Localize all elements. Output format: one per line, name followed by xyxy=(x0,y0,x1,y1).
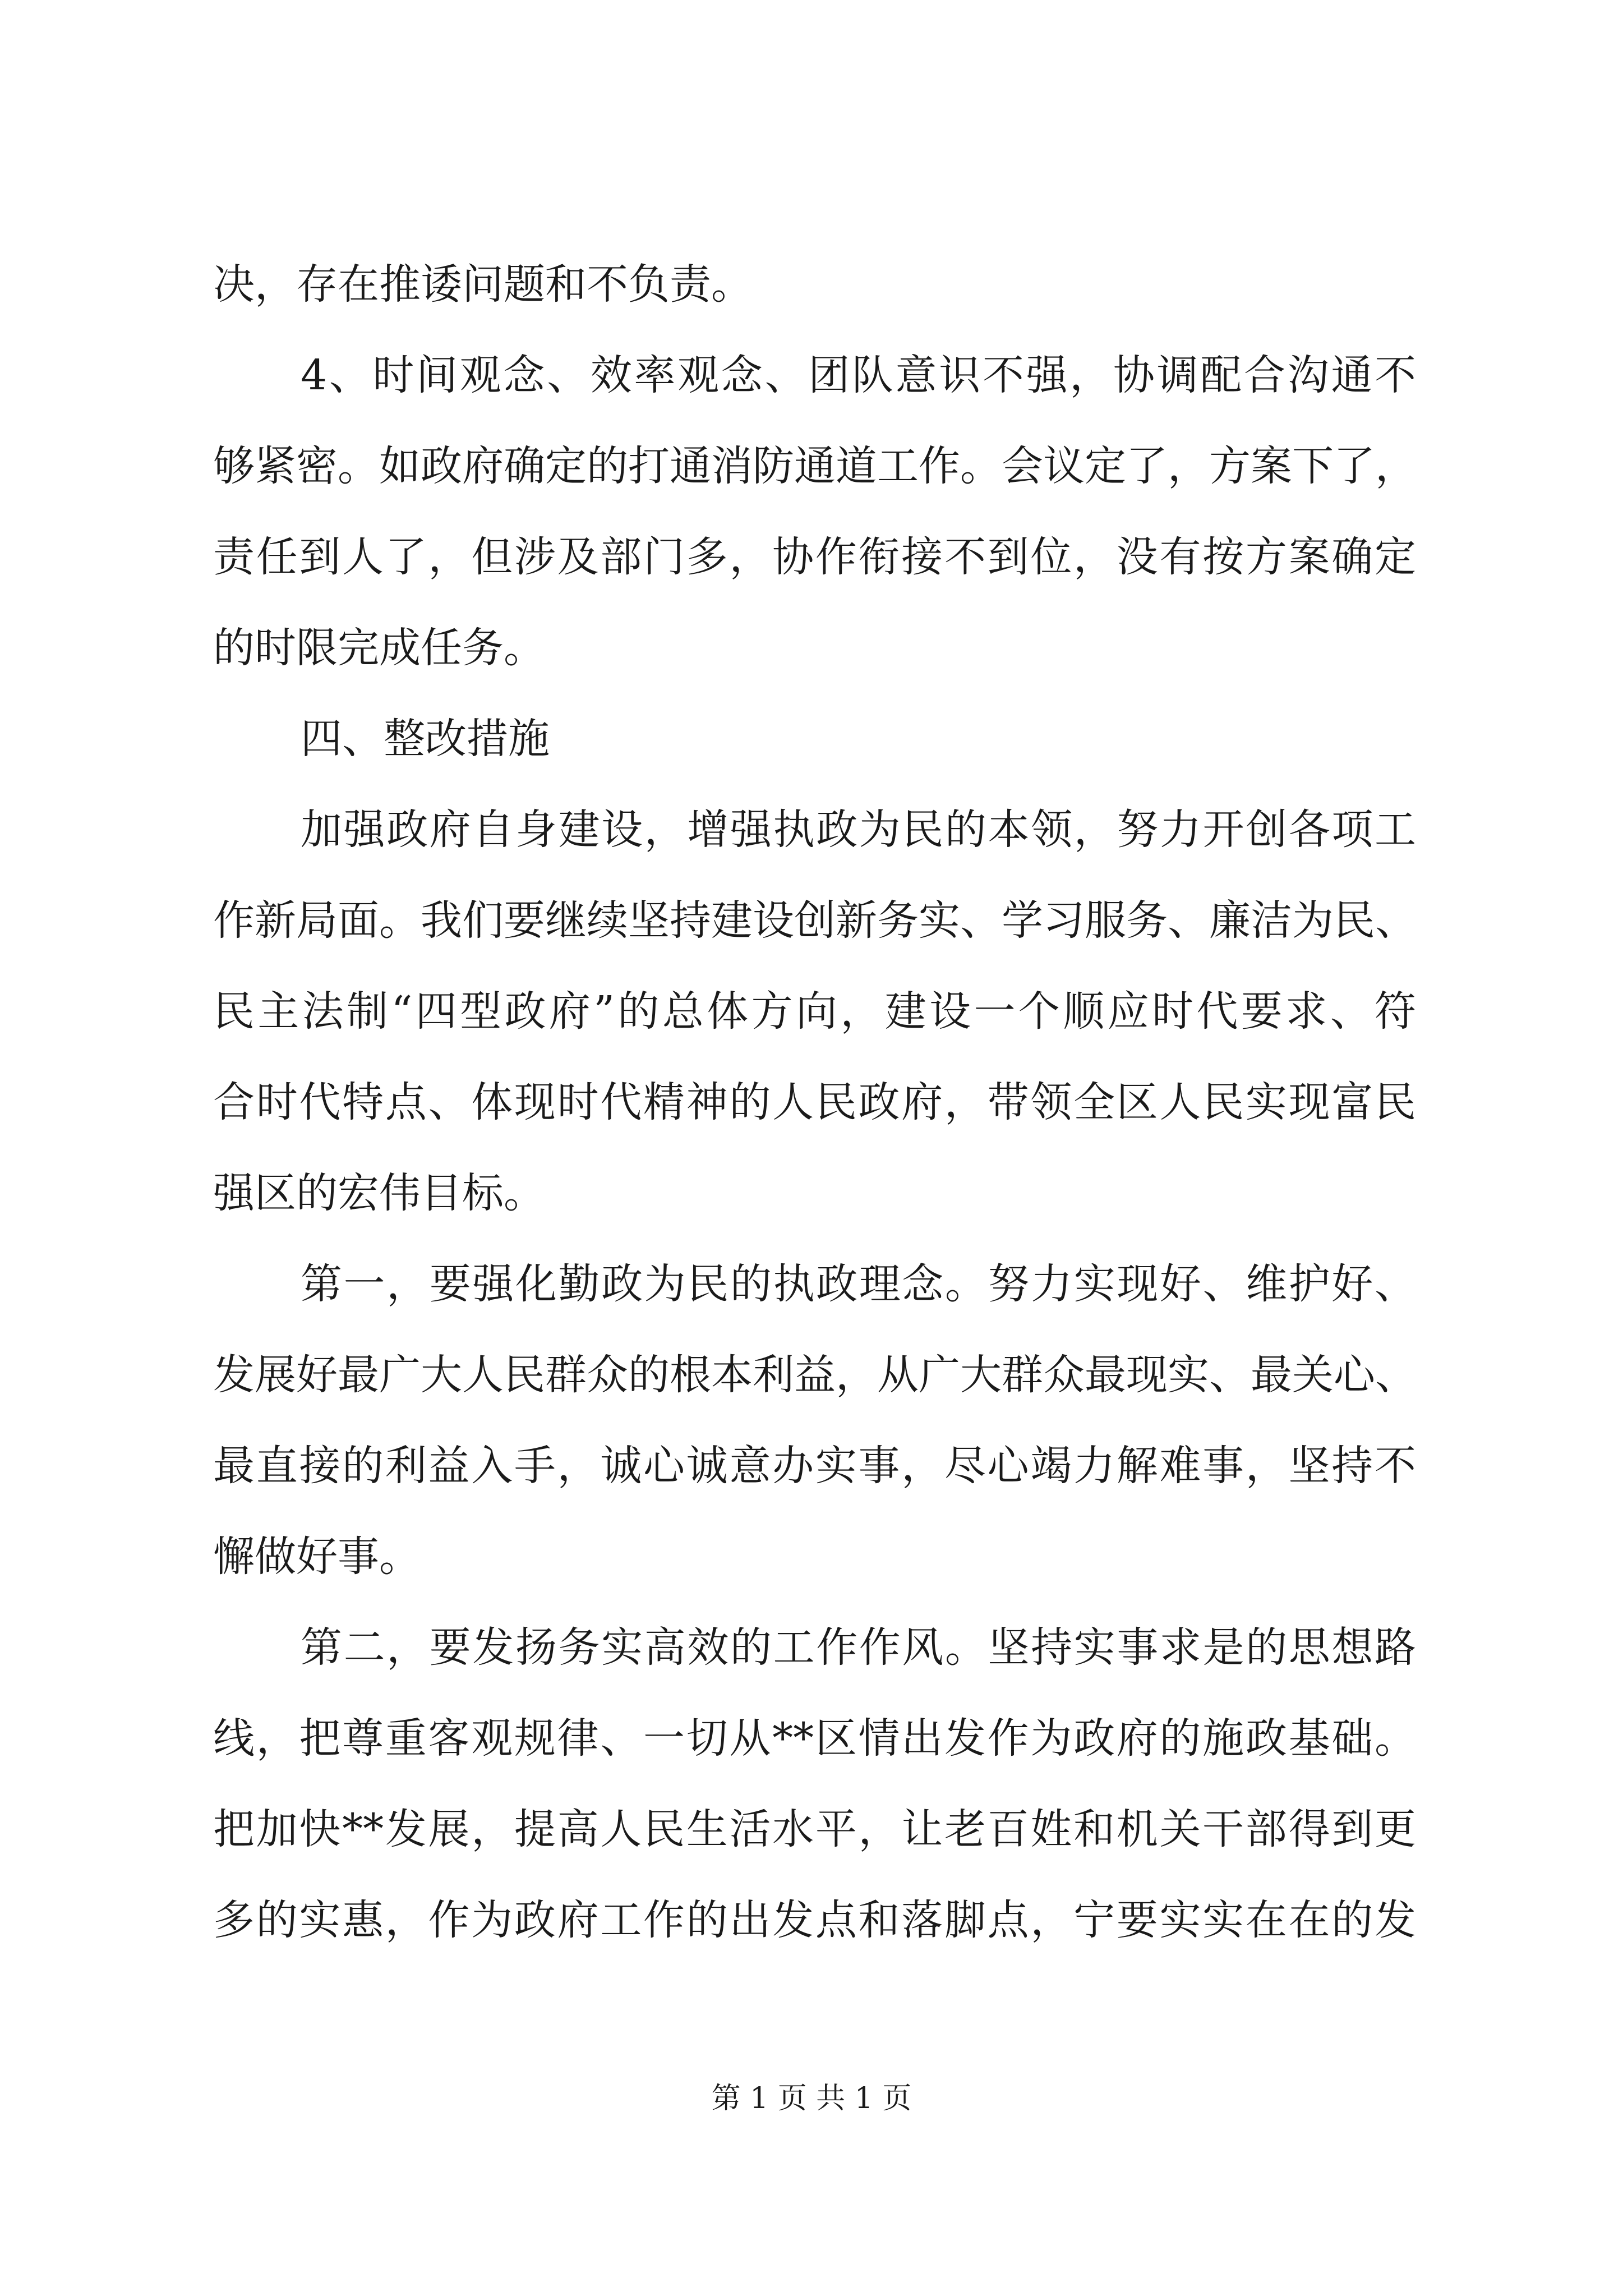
body-line: 强区的宏伟目标。 xyxy=(213,1169,545,1217)
body-line: 的时限完成任务。 xyxy=(213,624,545,672)
body-line: 最直接的利益入手，诚心诚意办实事，尽心竭力解难事，坚持不 xyxy=(213,1442,1416,1490)
body-line: 懈做好事。 xyxy=(213,1533,421,1581)
body-line: 合时代特点、体现时代精神的人民政府，带领全区人民实现富民 xyxy=(213,1078,1416,1126)
body-line: 发展好最广大人民群众的根本利益，从广大群众最现实、最关心、 xyxy=(213,1351,1417,1399)
body-line: 4、时间观念、效率观念、团队意识不强，协调配合沟通不 xyxy=(301,351,1416,399)
body-line: 第二，要发扬务实高效的工作作风。坚持实事求是的思想路 xyxy=(301,1623,1416,1672)
body-line: 责任到人了，但涉及部门多，协作衔接不到位，没有按方案确定 xyxy=(213,533,1416,581)
body-line: 把加快**发展，提高人民生活水平，让老百姓和机关干部得到更 xyxy=(213,1805,1416,1853)
body-line: 民主法制“四型政府”的总体方向，建设一个顺应时代要求、符 xyxy=(213,987,1416,1036)
body-line: 决，存在推诿问题和不负责。 xyxy=(213,260,753,309)
body-line: 多的实惠，作为政府工作的出发点和落脚点，宁要实实在在的发 xyxy=(213,1896,1416,1944)
body-line: 加强政府自身建设，增强执政为民的本领，努力开创各项工 xyxy=(301,806,1416,854)
section-heading: 四、整改措施 xyxy=(301,715,550,763)
body-line: 够紧密。如政府确定的打通消防通道工作。会议定了，方案下了， xyxy=(213,442,1417,490)
body-line: 线，把尊重客观规律、一切从**区情出发作为政府的施政基础。 xyxy=(213,1714,1416,1763)
body-line: 作新局面。我们要继续坚持建设创新务实、学习服务、廉洁为民、 xyxy=(213,896,1417,945)
body-line: 第一，要强化勤政为民的执政理念。努力实现好、维护好、 xyxy=(301,1260,1416,1308)
page-footer: 第 1 页 共 1 页 xyxy=(711,2082,912,2115)
